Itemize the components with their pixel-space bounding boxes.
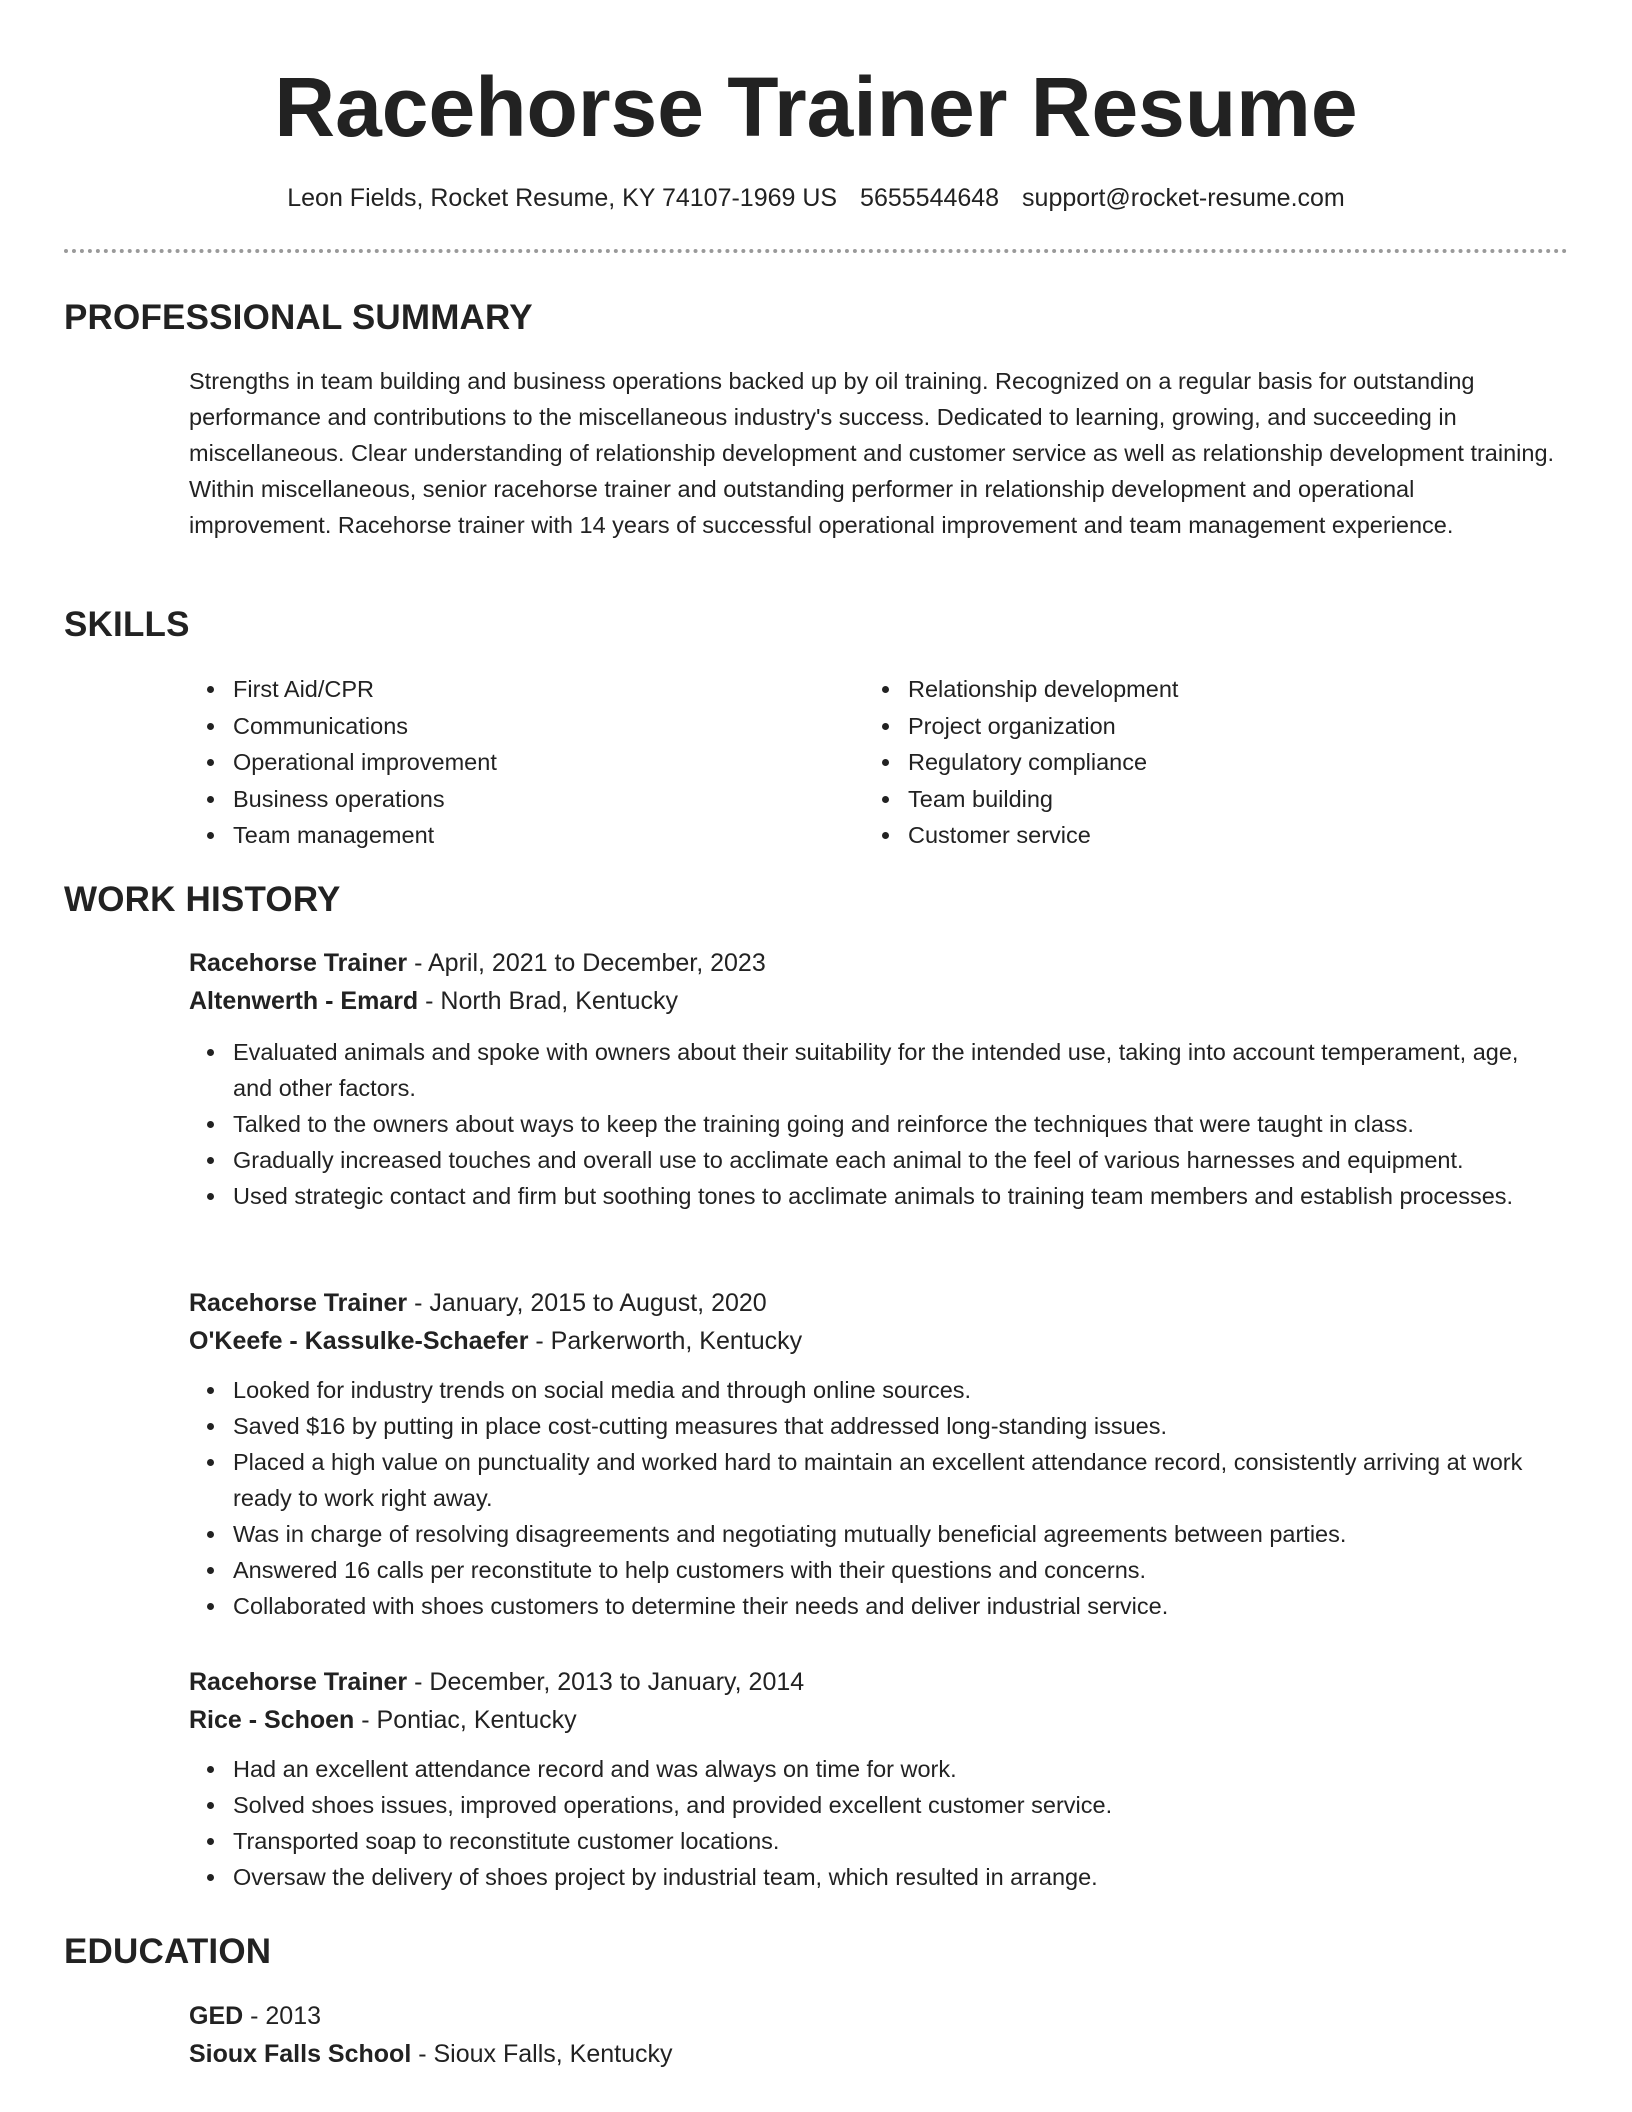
skill-item: Project organization [908,708,1568,745]
skill-item: Team building [908,781,1568,818]
job-bullet: Saved $16 by putting in place cost-cutting measures that addressed long-standing issues. [233,1408,1561,1444]
education-location: - Sioux Falls, Kentucky [411,2040,673,2068]
education-school-line [189,2035,1561,2073]
job-bullet: Placed a high value on punctuality and worked hard to maintain an excellent attendance record, consistently arriving at work ready to work right away. [233,1444,1561,1516]
header-divider [64,249,1568,253]
skill-item: Operational improvement [233,744,853,781]
skill-item: Team management [233,817,853,854]
skill-item: Relationship development [908,671,1568,708]
skills-list-right [864,671,1568,854]
education-school: Sioux Falls School [189,2040,412,2068]
job-title-line [189,1663,1561,1701]
skills-heading: SKILLS [64,605,190,644]
job-location: - Pontiac, Kentucky [354,1706,577,1734]
job-dates: - December, 2013 to January, 2014 [407,1668,805,1696]
skill-item: Customer service [908,817,1568,854]
job-bullet: Had an excellent attendance record and was always on time for work. [233,1751,1561,1787]
contact-address: Leon Fields, Rocket Resume, KY 74107-1969 US [287,184,838,212]
education-degree-line [189,1997,1561,2035]
contact-line [0,178,1632,218]
job-company-line [189,1701,1561,1739]
summary-text: Strengths in team building and business operations backed up by oil training. Recognized on a regular basis for outstanding performance and contributions to the miscellaneous industry's success. Dedicated to learning, growing, and succeeding in miscellaneous. Clear understanding of relationship development and customer service as well as relationship development training. Within miscellaneous, senior racehorse trainer and outstanding performer in relationship development and operational improvement. Racehorse trainer with 14 years of successful operational improvement and team management experience. [189,368,1555,538]
job-bullet: Answered 16 calls per reconstitute to help customers with their questions and concerns. [233,1552,1561,1588]
skill-item: Regulatory compliance [908,744,1568,781]
contact-email: support@rocket-resume.com [1022,184,1345,212]
job-bullet: Evaluated animals and spoke with owners about their suitability for the intended use, taking into account temperament, age, and other factors. [233,1034,1561,1106]
job-title-line [189,1284,1561,1322]
job-bullet: Transported soap to reconstitute customer locations. [233,1823,1561,1859]
job-dates: - April, 2021 to December, 2023 [407,949,766,977]
job-bullets [189,1751,1561,1895]
job-bullet: Was in charge of resolving disagreements and negotiating mutually beneficial agreements between parties. [233,1516,1561,1552]
job-location: - Parkerworth, Kentucky [528,1327,803,1355]
job-bullets [189,1034,1561,1214]
job-bullet: Used strategic contact and firm but soothing tones to acclimate animals to training team members and establish processes. [233,1178,1561,1214]
job-bullet: Collaborated with shoes customers to determine their needs and deliver industrial service. [233,1588,1561,1624]
job-company: Altenwerth - Emard [189,987,419,1015]
job-title: Racehorse Trainer [189,949,408,977]
summary-section [189,363,1561,543]
job-entry [189,1663,1561,1895]
job-bullet: Looked for industry trends on social media and through online sources. [233,1372,1561,1408]
job-dates: - January, 2015 to August, 2020 [407,1289,767,1317]
job-entry [189,1284,1561,1624]
skills-list-left [189,671,853,854]
skill-item: Communications [233,708,853,745]
job-bullet: Solved shoes issues, improved operations, and provided excellent customer service. [233,1787,1561,1823]
job-location: - North Brad, Kentucky [418,987,679,1015]
work-history-heading: WORK HISTORY [64,880,341,919]
job-title: Racehorse Trainer [189,1668,408,1696]
education-entry [189,1997,1561,2073]
job-title-line [189,944,1561,982]
resume-title: Racehorse Trainer Resume [274,60,1358,154]
job-company: O'Keefe - Kassulke-Schaefer [189,1327,529,1355]
contact-phone: 5655544648 [860,184,1000,212]
skill-item: Business operations [233,781,853,818]
job-company: Rice - Schoen [189,1706,355,1734]
job-bullet: Talked to the owners about ways to keep the training going and reinforce the techniques that were taught in class. [233,1106,1561,1142]
skill-item: First Aid/CPR [233,671,853,708]
job-company-line [189,982,1561,1020]
education-year: - 2013 [243,2002,322,2030]
education-degree: GED [189,2002,244,2030]
summary-heading: PROFESSIONAL SUMMARY [64,298,533,337]
education-heading: EDUCATION [64,1932,272,1971]
job-bullet: Oversaw the delivery of shoes project by industrial team, which resulted in arrange. [233,1859,1561,1895]
job-title: Racehorse Trainer [189,1289,408,1317]
job-company-line [189,1322,1561,1360]
job-entry [189,944,1561,1214]
job-bullet: Gradually increased touches and overall use to acclimate each animal to the feel of various harnesses and equipment. [233,1142,1561,1178]
job-bullets [189,1372,1561,1624]
